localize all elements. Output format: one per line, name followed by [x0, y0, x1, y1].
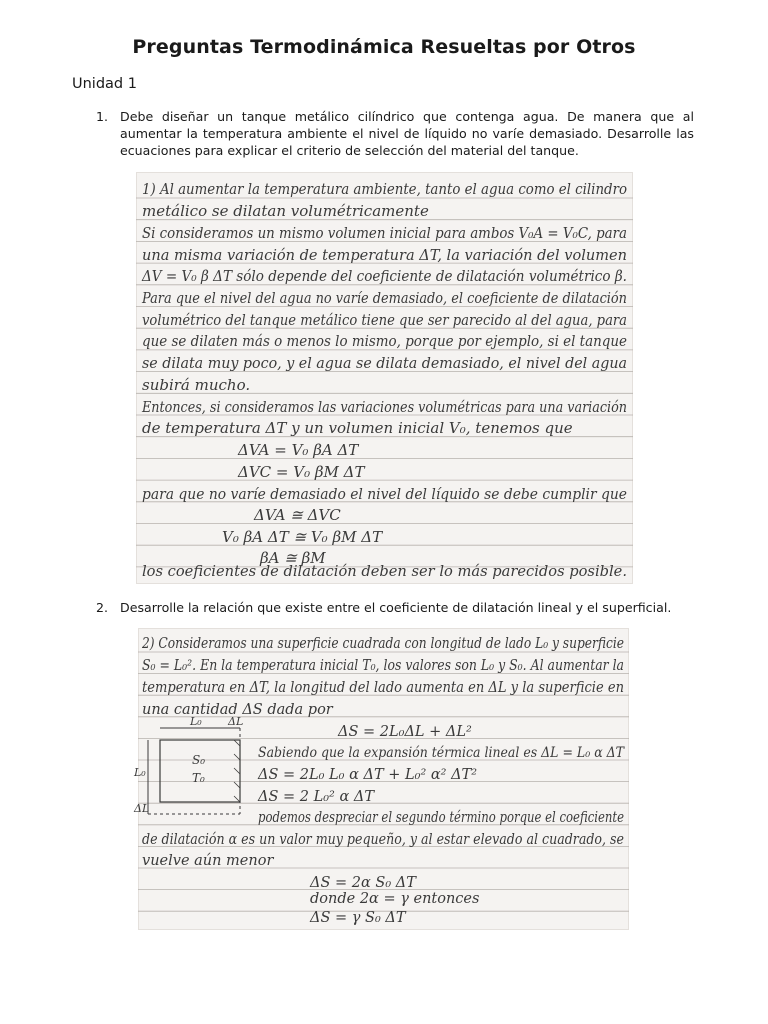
label-dl-side: ΔL	[134, 802, 150, 815]
hw-line: una cantidad ΔS dada por	[142, 702, 333, 718]
hw-line: Si consideramos un mismo volumen inicial para ambos V₀A = V₀C, para	[142, 224, 627, 242]
hw-equation: ΔS = 2L₀ΔL + ΔL²	[338, 724, 472, 740]
handwritten-answer-1	[136, 172, 633, 584]
hw-line: de temperatura ΔT y un volumen inicial V₀, tenemos que	[142, 419, 573, 437]
hw-line: que se dilaten más o menos lo mismo, porque por ejemplo, si el tanque	[142, 332, 628, 350]
label-s0: S₀	[192, 753, 206, 767]
hw-equation: ΔS = 2α S₀ ΔT	[310, 875, 416, 891]
label-t0: T₀	[192, 771, 205, 785]
hw-line: 2) Consideramos una superficie cuadrada con longitud de lado L₀ y superficie	[141, 636, 624, 652]
hw-line: volumétrico del tanque metálico tiene que ser parecido al del agua, para	[142, 311, 627, 329]
handwriting-1	[141, 180, 627, 580]
hw-line: S₀ = L₀². En la temperatura inicial T₀, los valores son L₀ y S₀. Al aumentar la	[142, 658, 624, 674]
hw-line: ΔV = V₀ β ΔT sólo depende del coeficiente de dilatación volumétrico β.	[141, 267, 627, 285]
hw-equation: ΔVA = V₀ βA ΔT	[238, 441, 359, 459]
hatch-region	[234, 740, 240, 802]
handwriting-2	[141, 636, 625, 926]
hw-line: Para que el nivel del agua no varíe demasiado, el coeficiente de dilatación	[141, 289, 628, 307]
hw-line: se dilata muy poco, y el agua se dilata demasiado, el nivel del agua	[142, 354, 627, 372]
question-text: Desarrolle la relación que existe entre el coeficiente de dilatación lineal y el superficial.	[120, 600, 672, 615]
hw-line: una misma variación de temperatura ΔT, la variación del volumen	[142, 246, 627, 264]
hw-line: subirá mucho.	[142, 376, 251, 394]
hw-line: los coeficientes de dilatación deben ser lo más parecidos posible.	[142, 562, 627, 580]
hw-equation: donde 2α = γ entonces	[310, 891, 480, 907]
hw-line: metálico se dilatan volumétricamente	[142, 202, 429, 220]
hw-line: podemos despreciar el segundo término porque el coeficiente	[258, 810, 624, 826]
square-dilation-diagram	[133, 715, 243, 815]
hw-equation: ΔVA ≅ ΔVC	[254, 506, 341, 524]
question-number: 2.	[96, 600, 109, 615]
hw-line: 1) Al aumentar la temperatura ambiente, tanto el agua como el cilindro	[142, 180, 627, 198]
hw-line: para que no varíe demasiado el nivel del líquido se debe cumplir que	[142, 485, 628, 503]
question-text: Debe diseñar un tanque metálico cilíndrico que contenga agua. De manera que al aumentar la temperatura ambiente el nivel de líquido no varíe demasiado. Desarrolle las ecuaciones para explicar el criterio de selección del material del tanque.	[120, 109, 694, 158]
question-number: 1.	[96, 109, 109, 124]
label-l0-side: L₀	[134, 766, 146, 779]
hw-equation: V₀ βA ΔT ≅ V₀ βM ΔT	[222, 528, 383, 546]
hw-equation: ΔS = 2 L₀² α ΔT	[258, 789, 375, 805]
hw-equation: ΔS = 2L₀ L₀ α ΔT + L₀² α² ΔT²	[258, 767, 478, 783]
hw-equation: ΔS = γ S₀ ΔT	[310, 910, 406, 926]
label-l0-top: L₀	[190, 715, 202, 728]
document-title: Preguntas Termodinámica Resueltas por Otros	[132, 36, 636, 58]
hw-equation: ΔVC = V₀ βM ΔT	[238, 463, 365, 481]
hw-equation: βA ≅ βM	[260, 549, 326, 567]
notebook-page-1	[136, 172, 633, 584]
notebook-page-2	[134, 628, 629, 930]
handwritten-answer-2	[134, 628, 629, 930]
unit-heading: Unidad 1	[72, 76, 137, 92]
hw-line: temperatura en ΔT, la longitud del lado aumenta en ΔL y la superficie en	[142, 680, 624, 696]
hw-line: Entonces, si consideramos las variaciones volumétricas para una variación	[141, 398, 628, 416]
hw-line: Sabiendo que la expansión térmica lineal es ΔL = L₀ α ΔT	[258, 745, 626, 761]
label-dl-top: ΔL	[228, 715, 244, 728]
hw-line: de dilatación α es un valor muy pequeño, y al estar elevado al cuadrado, se	[142, 832, 624, 848]
hw-line: vuelve aún menor	[142, 853, 274, 869]
